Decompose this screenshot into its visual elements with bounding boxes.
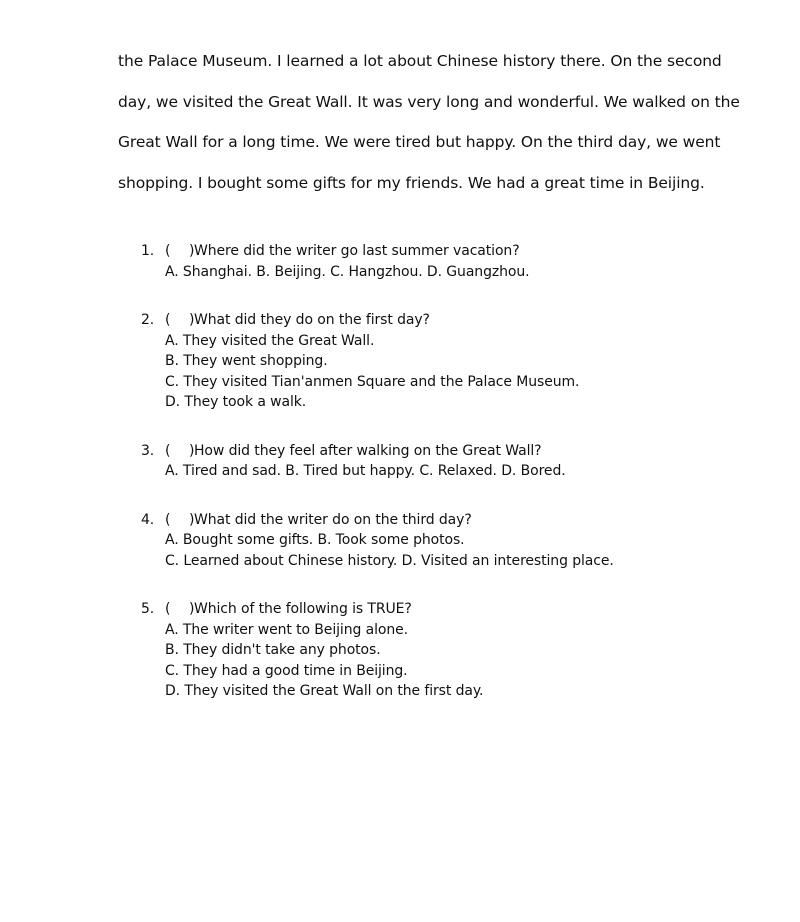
answer-blank-open-paren: ( — [165, 442, 171, 459]
question-text: What did the writer do on the third day? — [194, 511, 472, 528]
question-number: 2. — [141, 312, 155, 328]
answer-blank-open-paren: ( — [165, 312, 171, 328]
answer-option: C. They visited Tian'anmen Square and the Palace Museum. — [165, 373, 580, 390]
question-number: 4. — [141, 511, 155, 528]
answer-option: C. They had a good time in Beijing. — [165, 662, 408, 679]
question-number: 1. — [141, 243, 155, 259]
question-text: How did they feel after walking on the Great Wall? — [194, 442, 542, 459]
question-4 — [141, 510, 761, 572]
question-1 — [141, 241, 761, 282]
answer-option: D. They took a walk. — [165, 394, 307, 410]
question-text: What did they do on the first day? — [194, 312, 430, 328]
passage-line: the Palace Museum. I learned a lot about Chinese history there. On the second — [118, 52, 722, 70]
answer-blank-close-paren: ) — [189, 442, 195, 459]
answer-options: A. Tired and sad. B. Tired but happy. C. Relaxed. D. Bored. — [165, 463, 566, 479]
question-prompt-line — [141, 310, 761, 331]
question-prompt-line — [141, 441, 761, 462]
answer-options: C. Learned about Chinese history. D. Visited an interesting place. — [165, 552, 614, 569]
reading-passage — [118, 41, 740, 203]
answer-options: A. Bought some gifts. B. Took some photos. — [165, 532, 465, 548]
passage-line: shopping. I bought some gifts for my friends. We had a great time in Beijing. — [118, 173, 705, 192]
answer-options: A. Shanghai. B. Beijing. C. Hangzhou. D. Guangzhou. — [165, 263, 530, 280]
question-3 — [141, 441, 761, 482]
passage-line: Great Wall for a long time. We were tired but happy. On the third day, we went — [118, 133, 721, 152]
answer-option: A. The writer went to Beijing alone. — [165, 621, 408, 638]
question-prompt-line — [141, 599, 761, 620]
answer-option: D. They visited the Great Wall on the first day. — [165, 683, 484, 699]
question-prompt-line — [141, 510, 761, 531]
answer-blank-open-paren: ( — [165, 601, 171, 617]
question-list — [141, 241, 761, 730]
answer-option: B. They didn't take any photos. — [165, 642, 381, 658]
question-2 — [141, 310, 761, 413]
question-text: Which of the following is TRUE? — [194, 601, 412, 617]
answer-blank-close-paren: ) — [189, 511, 195, 528]
answer-blank-close-paren: ) — [189, 243, 195, 259]
answer-blank-open-paren: ( — [165, 243, 171, 259]
answer-blank-close-paren: ) — [189, 312, 195, 328]
question-5 — [141, 599, 761, 702]
question-number: 3. — [141, 442, 155, 459]
answer-option: B. They went shopping. — [165, 353, 328, 369]
answer-blank-open-paren: ( — [165, 511, 171, 528]
question-prompt-line — [141, 241, 761, 262]
answer-option: A. They visited the Great Wall. — [165, 332, 375, 349]
question-text: Where did the writer go last summer vacation? — [194, 243, 520, 259]
question-number: 5. — [141, 601, 155, 617]
passage-line: day, we visited the Great Wall. It was very long and wonderful. We walked on the — [118, 92, 740, 111]
answer-blank-close-paren: ) — [189, 601, 195, 617]
